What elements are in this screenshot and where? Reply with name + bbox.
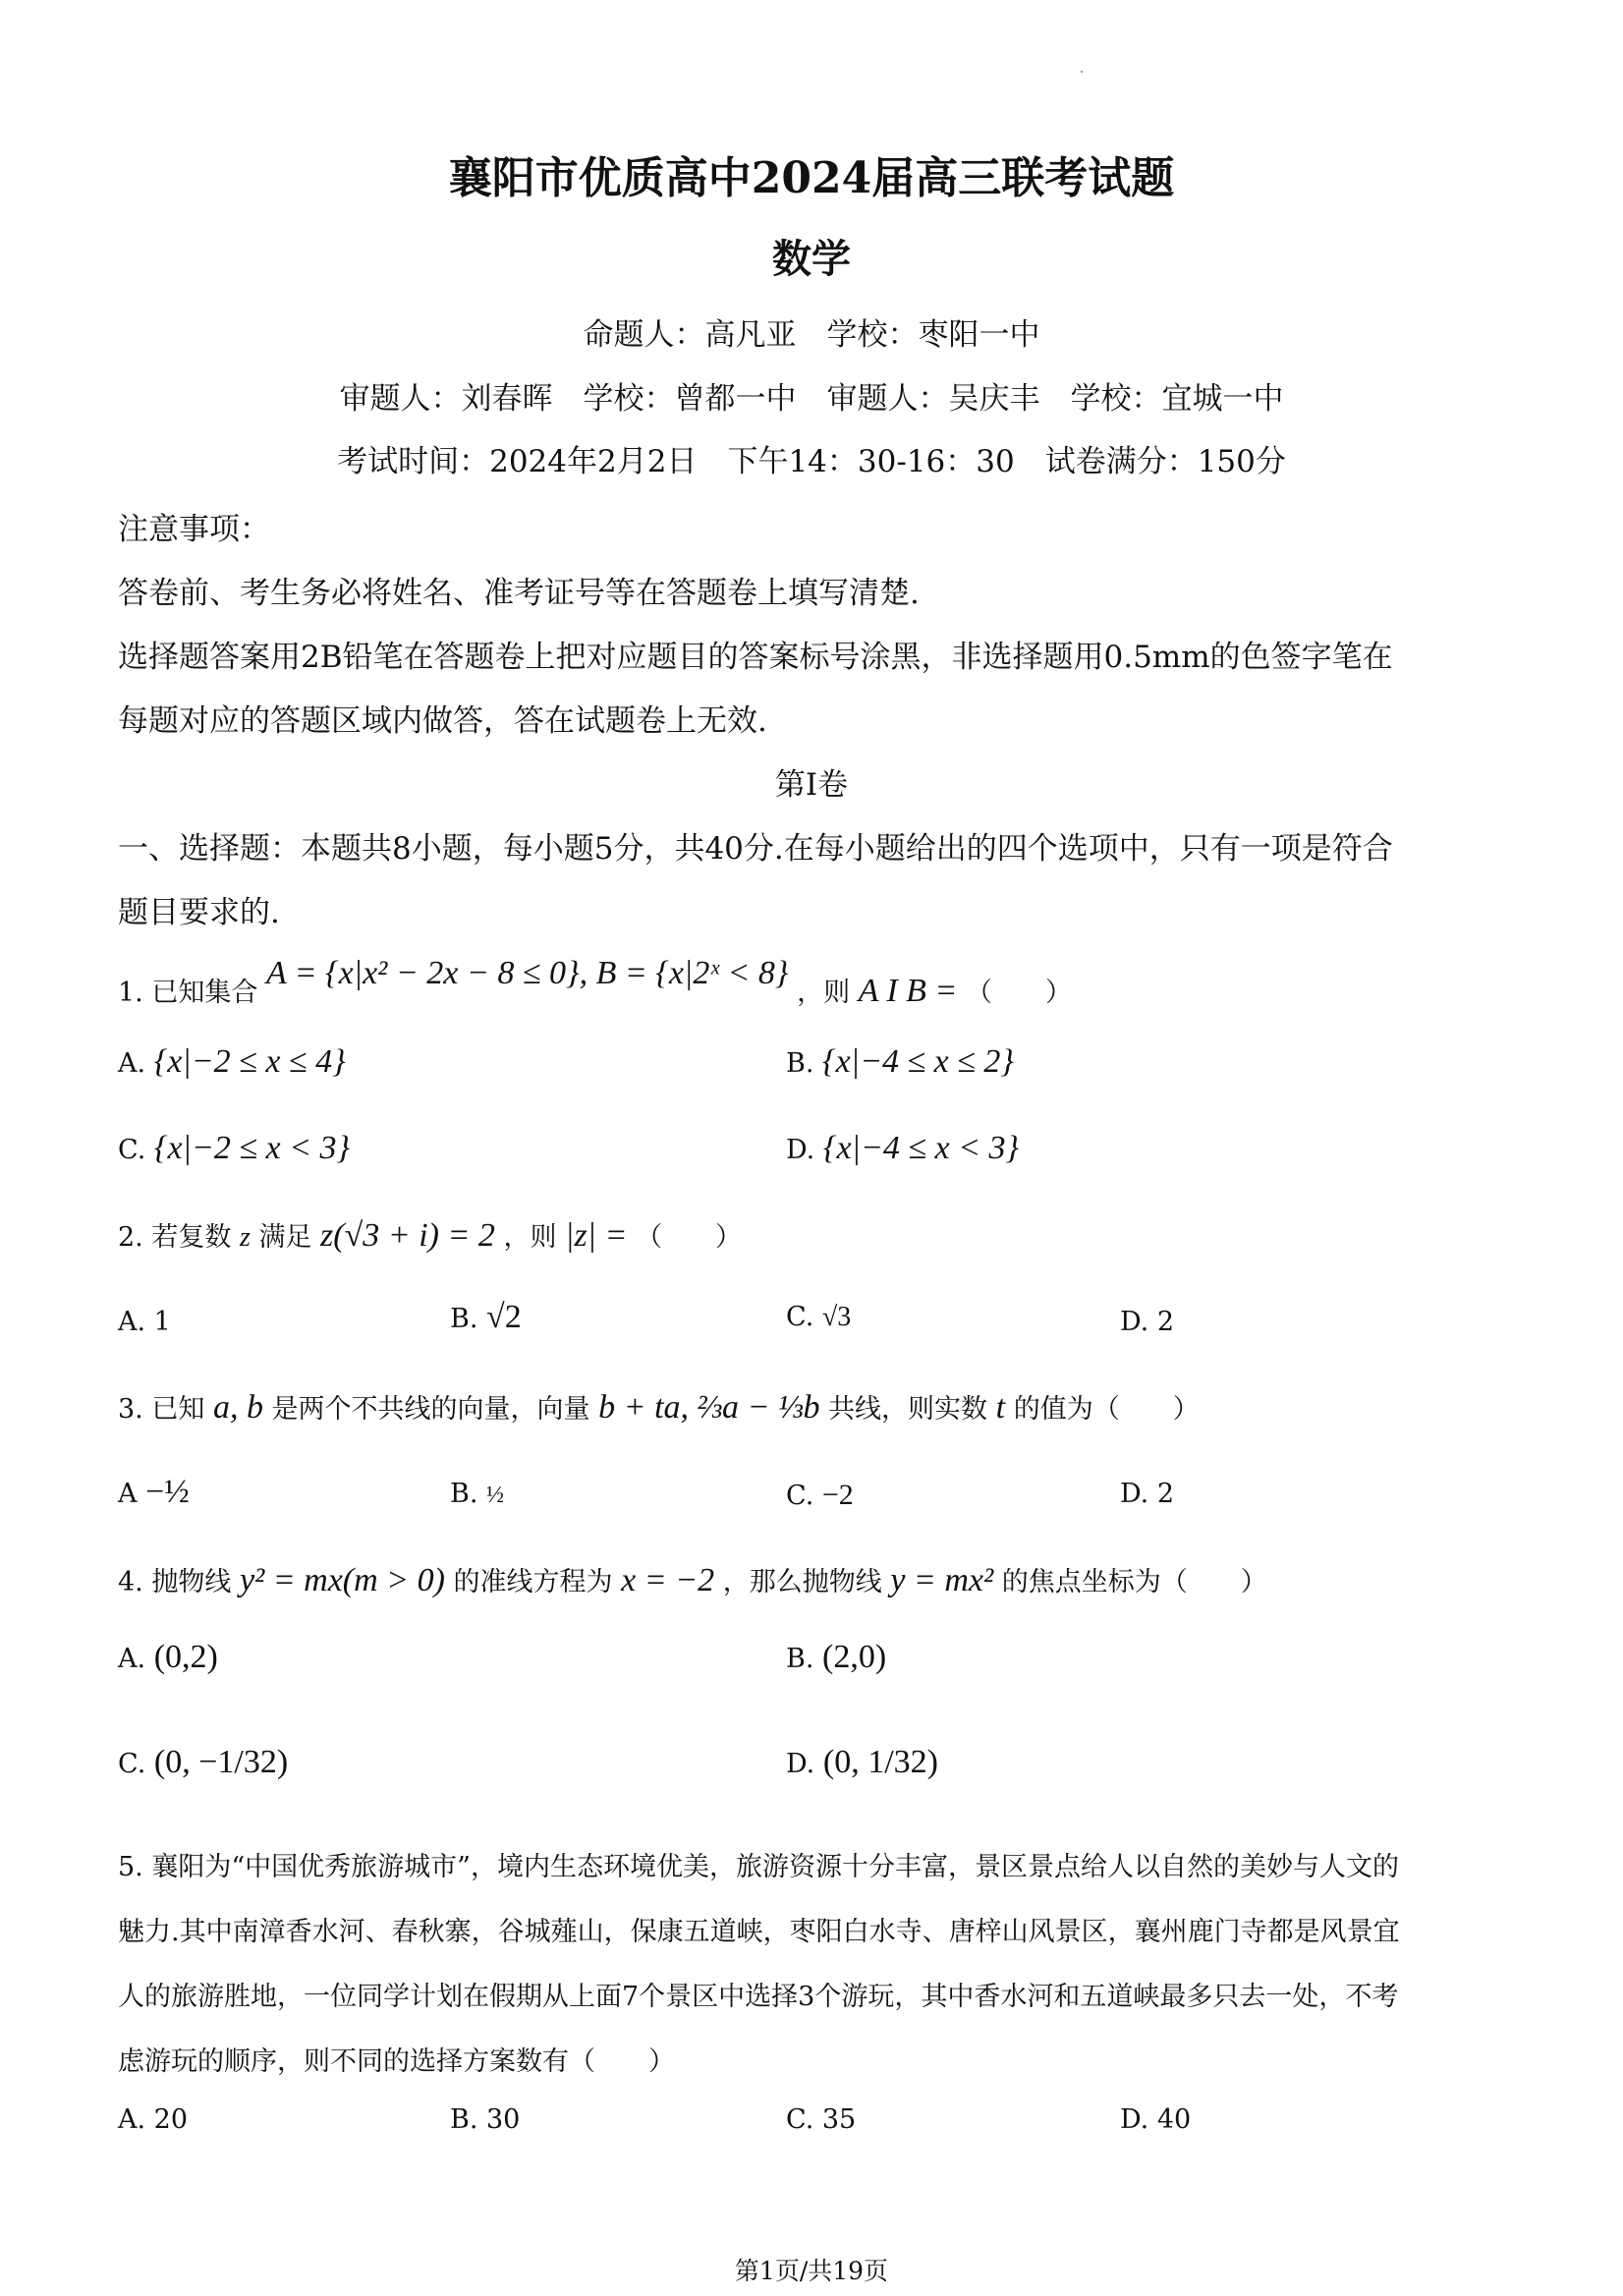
q2-option-a[interactable]: A. 1 — [118, 1307, 171, 1337]
scan-speck — [1081, 71, 1083, 73]
option-text: √3 — [821, 1302, 852, 1332]
option-label: B. — [450, 1304, 478, 1334]
q3-end: 的值为（ ） — [1013, 1394, 1200, 1425]
q4-option-a[interactable] — [118, 1639, 218, 1676]
q3-vector-expr: b + ta, ⅔a − ⅓b — [598, 1389, 820, 1426]
option-text: √2 — [486, 1299, 522, 1335]
q2-stem — [118, 1215, 742, 1255]
q4-prefix: 4. 抛物线 — [118, 1567, 232, 1597]
page-number: 第1页/共19页 — [734, 2257, 889, 2285]
q3-suffix: 共线，则实数 — [828, 1394, 988, 1425]
option-label: D. — [786, 1135, 815, 1165]
q4-option-c[interactable] — [118, 1744, 288, 1781]
q5-option-d[interactable]: D. 40 — [1120, 2104, 1192, 2135]
option-label: B. — [450, 1479, 478, 1509]
q1-suffix: ，则 — [797, 978, 851, 1008]
q5-option-c[interactable]: C. 35 — [786, 2104, 857, 2135]
option-text: −½ — [145, 1474, 190, 1510]
q2-paren: （ ） — [636, 1222, 743, 1253]
option-label: B. — [786, 1644, 814, 1674]
section-heading-b: 题目要求的. — [118, 895, 280, 930]
q4-stem — [118, 1560, 1267, 1599]
q1-stem — [118, 955, 1072, 1010]
q1-option-c[interactable] — [118, 1130, 350, 1167]
q4-option-b[interactable] — [786, 1639, 886, 1676]
q2-mid: 满足 — [258, 1222, 312, 1253]
q1-option-d[interactable] — [786, 1130, 1019, 1167]
option-text: (0, −1/32) — [153, 1744, 289, 1780]
exam-time: 考试时间：2024年2月2日 下午14：30-16：30 试卷满分：150分 — [337, 444, 1286, 479]
exam-title: 襄阳市优质高中2024届高三联考试题 — [448, 153, 1175, 203]
option-label: C. — [118, 1749, 146, 1779]
q3-mid: 是两个不共线的向量，向量 — [271, 1394, 590, 1425]
q4-option-d[interactable] — [786, 1744, 938, 1781]
option-text: {x|−4 ≤ x ≤ 2} — [822, 1043, 1015, 1080]
q2-option-b[interactable] — [450, 1299, 522, 1336]
authors-line-1: 命题人：高凡亚 学校：枣阳一中 — [583, 317, 1040, 353]
option-label: B. — [786, 1048, 814, 1079]
notice-item-2a: 选择题答案用2B铅笔在答题卷上把对应题目的答案标号涂黑，非选择题用0.5mm的色签字笔在 — [118, 640, 1393, 675]
q3-option-d[interactable]: D. 2 — [1120, 1479, 1175, 1509]
q5-option-b[interactable]: B. 30 — [450, 2104, 521, 2135]
q3-vectors: a, b — [212, 1389, 263, 1426]
q1-paren: （ ） — [965, 978, 1072, 1008]
notice-item-2b: 每题对应的答题区域内做答，答在试题卷上无效. — [118, 703, 767, 739]
q2-option-d[interactable]: D. 2 — [1120, 1307, 1175, 1337]
option-text: {x|−2 ≤ x < 3} — [153, 1130, 351, 1166]
q3-prefix: 3. 已知 — [118, 1394, 205, 1425]
q5-line-4: 虑游玩的顺序，则不同的选择方案数有（ ） — [118, 2046, 675, 2077]
option-label: C. — [786, 1481, 814, 1511]
notice-item-1: 答卷前、考生务必将姓名、准考证号等在答题卷上填写清楚. — [118, 576, 920, 611]
option-text: −2 — [821, 1479, 854, 1511]
q4-eq1: y² = mx(m > 0) — [239, 1562, 445, 1598]
q3-option-a[interactable] — [118, 1474, 190, 1511]
q2-equation: z(√3 + i) = 2 — [320, 1217, 495, 1254]
q2-suffix: ，则 — [503, 1222, 557, 1253]
q3-option-c[interactable] — [786, 1479, 854, 1512]
q1-expr: A I B = — [858, 973, 958, 1009]
q4-mid2: ，那么抛物线 — [722, 1567, 882, 1597]
option-text: (2,0) — [822, 1639, 887, 1675]
notice-heading: 注意事项： — [118, 512, 270, 547]
q2-var: z — [239, 1222, 251, 1253]
option-text: (0, 1/32) — [822, 1744, 938, 1780]
q4-mid: 的准线方程为 — [453, 1567, 613, 1597]
q3-option-b[interactable] — [450, 1479, 504, 1509]
q1-option-b[interactable] — [786, 1043, 1014, 1081]
option-text: (0,2) — [153, 1639, 218, 1675]
q4-suffix: 的焦点坐标为（ ） — [1001, 1567, 1267, 1597]
q1-prefix: 1. 已知集合 — [118, 978, 258, 1008]
option-label: A. — [118, 1048, 146, 1079]
q1-sets: A = {x|x² − 2x − 8 ≤ 0}, B = {x|2ˣ < 8} — [265, 955, 789, 991]
q2-prefix: 2. 若复数 — [118, 1222, 232, 1253]
section-heading-a: 一、选择题：本题共8小题，每小题5分，共40分.在每小题给出的四个选项中，只有一项是符合 — [118, 831, 1393, 867]
q4-eq2: x = −2 — [621, 1562, 715, 1598]
q4-eq3: y = mx² — [890, 1562, 994, 1598]
option-text: {x|−4 ≤ x < 3} — [822, 1130, 1020, 1166]
volume-label: 第Ⅰ卷 — [774, 767, 849, 803]
option-text: ½ — [486, 1483, 505, 1508]
q5-line-3: 人的旅游胜地，一位同学计划在假期从上面7个景区中选择3个游玩，其中香水河和五道峡最多只去一处，不考 — [118, 1982, 1399, 2012]
q2-abs: |z| = — [565, 1217, 628, 1254]
q1-option-a[interactable] — [118, 1043, 346, 1081]
option-label: C. — [786, 1302, 814, 1332]
q5-line-2: 魅力.其中南漳香水河、春秋寨，谷城薤山，保康五道峡，枣阳白水寺、唐梓山风景区，襄州鹿门寺都是风景宜 — [118, 1917, 1400, 1947]
authors-line-2: 审题人：刘春晖 学校：曾都一中 审题人：吴庆丰 学校：宜城一中 — [339, 381, 1284, 417]
option-label: D. — [786, 1749, 815, 1779]
q5-line-1: 5. 襄阳为“中国优秀旅游城市”，境内生态环境优美，旅游资源十分丰富，景区景点给人以自然的美妙与人文的 — [118, 1852, 1399, 1882]
subject-title: 数学 — [772, 236, 851, 282]
q3-stem — [118, 1387, 1200, 1427]
option-label: C. — [118, 1135, 146, 1165]
q5-option-a[interactable]: A. 20 — [118, 2104, 189, 2135]
q2-option-c[interactable] — [786, 1302, 851, 1333]
option-label: A. — [118, 1644, 146, 1674]
q3-var: t — [995, 1389, 1006, 1426]
option-label: A — [118, 1479, 138, 1509]
option-text: {x|−2 ≤ x ≤ 4} — [153, 1043, 346, 1080]
